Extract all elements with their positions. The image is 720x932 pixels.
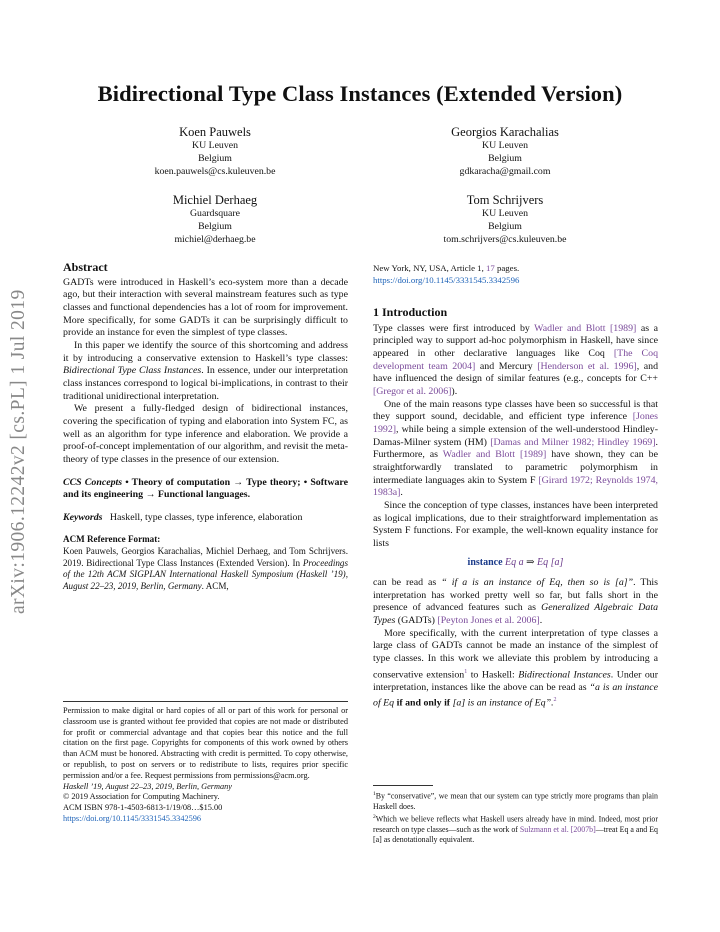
footnote-divider — [373, 785, 433, 786]
author-country: Belgium — [198, 152, 232, 164]
abstract-paragraph: We present a fully-fledged design of bidirectional instances, covering the specification of typing and elaboration into System FC, as well as an algorithm for type inference and elaboration. We provide a proof-of-concept implementation of our algorithm, and revisit the meta-theory of type classes in the presence of our extension. — [63, 403, 348, 465]
author-country: Belgium — [198, 220, 232, 232]
doi-link[interactable]: https://doi.org/10.1145/3331545.3342596 — [373, 275, 520, 285]
author-affiliation: KU Leuven — [482, 208, 528, 219]
abstract-paragraph: In this paper we identify the source of this shortcoming and address it by introducing a conservative extension to Haskell’s type classes: Bidirectional Type Class Instances. In essence, under our interpretation class instances correspond to logical bi-implications, in contrast to their traditional unidirectional interpretation. — [63, 339, 348, 402]
citation-link[interactable]: [Peyton Jones et al. 2006] — [437, 615, 540, 627]
keywords: Keywords Haskell, type classes, type inference, elaboration — [63, 511, 303, 523]
ccs-concepts: CCS Concepts • Theory of computation → Type theory; • Software and its engineering → Functional languages. — [63, 476, 348, 501]
paper-title: Bidirectional Type Class Instances (Extended Version) — [97, 81, 623, 106]
author-email: gdkaracha@gmail.com — [459, 165, 551, 177]
author-affiliation: KU Leuven — [482, 140, 528, 151]
author-country: Belgium — [488, 220, 522, 232]
author-block — [385, 193, 625, 246]
author-email: michiel@derhaeg.be — [174, 233, 256, 245]
pages-link[interactable]: 17 — [485, 263, 495, 273]
footnotes — [373, 789, 658, 845]
arxiv-stamp: arXiv:1906.12242v2 [cs.PL] 1 Jul 2019 — [8, 289, 29, 614]
doi-link[interactable]: https://doi.org/10.1145/3331545.3342596 — [63, 813, 202, 823]
citation-link[interactable]: Sulzmann et al. [2007b] — [519, 824, 596, 834]
isbn: ACM ISBN 978-1-4503-6813-1/19/08…$15.00 — [63, 803, 223, 813]
citation-link[interactable]: Wadler and Blott [1989] — [534, 322, 637, 334]
abstract-section — [63, 261, 348, 592]
citation-link[interactable]: [Damas and Milner 1982; Hindley 1969] — [490, 436, 656, 448]
citation-link[interactable]: [The Coq development team 2004] — [373, 347, 659, 372]
author-name: Tom Schrijvers — [466, 193, 544, 207]
acm-reference: ACM Reference Format: Koen Pauwels, Georgios Karachalias, Michiel Derhaeg, and Tom Schrijvers. 2019. Bidirectional Type Class Instances (Extended Version). In Proceedings of the 12th ACM SIGPLAN International Haskell Symposium (Haskell ’19), August 22–23, 2019, Berlin, Germany. ACM, — [63, 534, 348, 591]
copyright: © 2019 Association for Computing Machinery. — [63, 792, 220, 802]
footnote: $^2$Which we believe reflects what Haskell users already have in mind. Indeed, most prior research on type classes—such as the work of Sulzmann et al. [2007b]—treat Eq a and Eq [a] as denotationally equivalent. — [373, 814, 658, 845]
author-block — [95, 193, 335, 246]
intro-paragraph: One of the main reasons type classes have been so successful is that they support sound, decidable, and efficient type inference [Jones 1992], while being a simple extension of the well-understood Hindley-Damas-Milner system (HM) [Damas and Milner 1982; Hindley 1969]. Furthermore, as Wadler and Blott [1989] have shown, they can be straightforwardly translated to parametric polymorphism in intermediate languages akin to System F [Girard 1972; Reynolds 1974, 1983a]. — [373, 398, 658, 499]
introduction-section — [373, 306, 658, 710]
citation-link[interactable]: [Girard 1972; Reynolds 1974, 1983a] — [373, 474, 658, 499]
author-name: Michiel Derhaeg — [172, 193, 258, 207]
permission-text: Permission to make digital or hard copies of all or part of this work for personal or classroom use is granted without fee provided that copies are not made or distributed for profit or commercial advantage and that copies bear this notice and the full citation on the first page. Copyrights for components of this work owned by others than ACM must be honored. Abstracting with credit is permitted. To copy otherwise, or republish, to post on servers or to redistribute to lists, requires prior specific permission and/or a fee. Request permissions from permissions@acm.org. — [63, 706, 348, 780]
reference-continuation: New York, NY, USA, Article 1, 17 pages. https://doi.org/10.1145/3331545.3342596 — [373, 263, 520, 285]
footnote: $^1$By “conservative”, we mean that our system can type strictly more programs than plain Haskell does. — [373, 791, 658, 811]
permission-block — [63, 706, 348, 825]
citation-link[interactable]: [Jones 1992] — [373, 411, 658, 435]
intro-paragraph: can be read as “ if a is an instance of Eq, then so is [a]”. This interpretation has worked pretty well so far, but falls short in the presence of advanced features such as Generalized Algebraic Data Types (GADTs) [Peyton Jones et al. 2006]. — [373, 577, 659, 627]
author-affiliation: Guardsquare — [189, 208, 241, 219]
author-name: Georgios Karachalias — [451, 125, 559, 139]
citation-link[interactable]: [Henderson et al. 1996] — [537, 360, 637, 372]
author-affiliation: KU Leuven — [192, 140, 238, 151]
citation-link[interactable]: Wadler and Blott [1989] — [442, 449, 547, 461]
author-email: koen.pauwels@cs.kuleuven.be — [154, 165, 276, 177]
section-heading: 1 Introduction — [373, 305, 448, 319]
author-email: tom.schrijvers@cs.kuleuven.be — [443, 233, 567, 245]
permission-venue: Haskell ’19, August 22–23, 2019, Berlin, Germany — [63, 781, 232, 791]
code-instance: instance Eq a ⇒ Eq [a] — [467, 557, 564, 569]
author-block — [95, 125, 335, 178]
abstract-paragraph: GADTs were introduced in Haskell’s eco-system more than a decade ago, but their interaction with several mainstream features such as type classes and functional dependencies has a lot of room for improvement. More specifically, for some GADTs it can be surprisingly difficult to provide an instance for even the simplest of type classes. — [63, 276, 348, 339]
divider — [63, 701, 348, 702]
intro-paragraph: Since the conception of type classes, instances have been interpreted as logical implications, due to their straightforward implementation as System F functions. For example, the well-known equality instance for lists — [373, 499, 658, 549]
author-block — [385, 125, 625, 178]
citation-link[interactable]: [Gregor et al. 2006] — [373, 385, 452, 397]
author-name: Koen Pauwels — [179, 125, 251, 139]
author-country: Belgium — [488, 152, 522, 164]
abstract-heading: Abstract — [63, 260, 108, 274]
intro-paragraph: More specifically, with the current interpretation of type classes a large class of GADTs cannot be made an instance of the simplest of type classes. In this work we alleviate this problem by introducing a conservative extension$^1$ to Haskell: Bidirectional Instances. Under our interpretation, instances like the above can be read as “a is an instance of Eq if and only if [a] is an instance of Eq”.$^2$ — [373, 627, 659, 709]
intro-paragraph: Type classes were first introduced by Wadler and Blott [1989] as a principled way to support ad-hoc polymorphism in Haskell, have since appeared in other declarative languages like Coq [The Coq development team 2004] and Mercury [Henderson et al. 1996], and have influenced the design of similar features (e.g., concepts for C++ [Gregor et al. 2006]). — [373, 322, 659, 397]
